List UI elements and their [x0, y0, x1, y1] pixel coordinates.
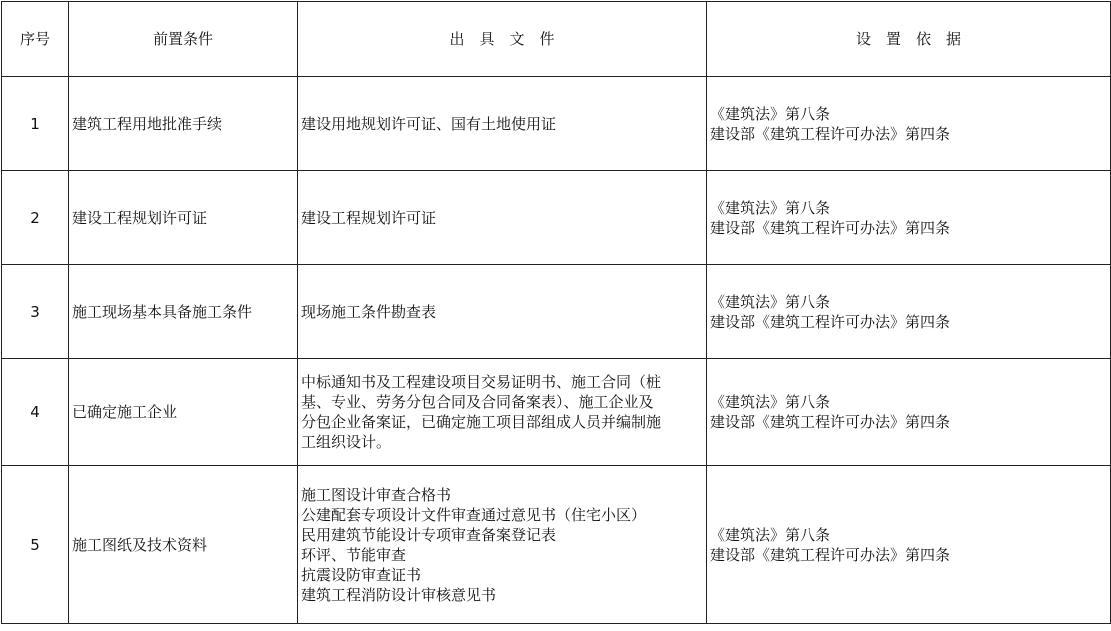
row-documents: 中标通知书及工程建设项目交易证明书、施工合同（桩 基、专业、劳务分包合同及合同备案表）、施工企业及 分包企业备案证，已确定施工项目部组成人员并编制施 工组织设计。: [298, 359, 707, 466]
table-row: [2, 77, 1111, 171]
table-row: [2, 171, 1111, 265]
row-condition: 已确定施工企业: [69, 359, 298, 466]
row-basis: 《建筑法》第八条 建设部《建筑工程许可办法》第四条: [707, 466, 1111, 624]
row-documents: 施工图设计审查合格书 公建配套专项设计文件审查通过意见书（住宅小区） 民用建筑节能设计专项审查备案登记表 环评、节能审查 抗震设防审查证书 建筑工程消防设计审核意见书: [298, 466, 707, 624]
header-condition: 前置条件: [69, 2, 298, 77]
row-basis: 《建筑法》第八条 建设部《建筑工程许可办法》第四条: [707, 77, 1111, 171]
header-basis: 设 置 依 据: [707, 2, 1111, 77]
table-row: [2, 466, 1111, 624]
row-condition: 建设工程规划许可证: [69, 171, 298, 265]
row-condition: 施工图纸及技术资料: [69, 466, 298, 624]
row-basis: 《建筑法》第八条 建设部《建筑工程许可办法》第四条: [707, 359, 1111, 466]
row-documents: 建设工程规划许可证: [298, 171, 707, 265]
row-index: 3: [2, 265, 69, 359]
row-documents: 现场施工条件勘查表: [298, 265, 707, 359]
row-index: 4: [2, 359, 69, 466]
header-index: 序号: [2, 2, 69, 77]
header-row: [2, 2, 1111, 77]
row-index: 1: [2, 77, 69, 171]
row-documents: 建设用地规划许可证、国有土地使用证: [298, 77, 707, 171]
row-index: 5: [2, 466, 69, 624]
row-basis: 《建筑法》第八条 建设部《建筑工程许可办法》第四条: [707, 171, 1111, 265]
row-basis: 《建筑法》第八条 建设部《建筑工程许可办法》第四条: [707, 265, 1111, 359]
row-condition: 施工现场基本具备施工条件: [69, 265, 298, 359]
row-index: 2: [2, 171, 69, 265]
row-condition: 建筑工程用地批准手续: [69, 77, 298, 171]
header-documents: 出 具 文 件: [298, 2, 707, 77]
permit-conditions-table: [1, 1, 1111, 624]
table-row: [2, 265, 1111, 359]
table-row: [2, 359, 1111, 466]
